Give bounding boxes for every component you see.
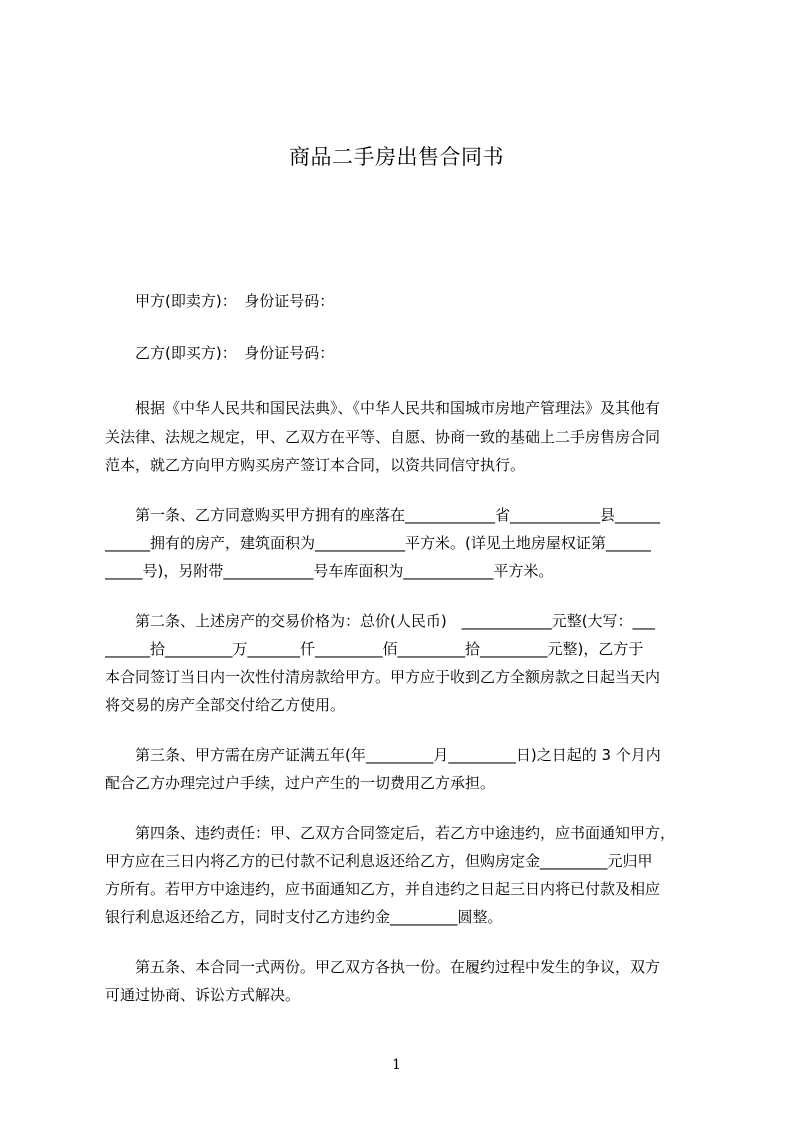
- article-5-line-1: 第五条、本合同一式两份。甲乙双方各执一份。在履约过程中发生的争议，双方: [105, 958, 661, 976]
- preamble-line-2: 关法律、法规之规定，甲、乙双方在平等、自愿、协商一致的基础上二手房售房合同: [105, 428, 661, 446]
- article-2-line-2: ______拾_________万_______仟_________佰_________拾_________元整)，乙方于: [105, 640, 644, 658]
- article-3-line-1: 第三条、甲方需在房产证满五年(年_________月_________日)之日起的 3 个月内: [105, 746, 661, 764]
- article-1-line-1: 第一条、乙方同意购买甲方拥有的座落在____________省____________县______: [105, 506, 661, 524]
- article-1-line-2: ______拥有的房产，建筑面积为____________平方米。(详见土地房屋权证第______: [105, 534, 651, 552]
- preamble-line-1: 根据《中华人民共和国民法典》、《中华人民共和国城市房地产管理法》及其他有: [105, 399, 661, 417]
- article-1-line-3: _____号)，另附带____________号车库面积为____________平方米。: [105, 562, 554, 580]
- article-4-line-1: 第四条、违约责任：甲、乙双方合同签定后，若乙方中途违约，应书面通知甲方，: [105, 824, 676, 842]
- party-a-line: 甲方(即卖方)： 身份证号码：: [105, 292, 335, 310]
- article-2-line-1: 第二条、上述房产的交易价格为：总价(人民币) ____________元整(大写：___: [105, 612, 656, 630]
- article-4-line-4: 银行利息返还给乙方，同时支付乙方违约金_________圆整。: [105, 908, 503, 926]
- preamble-line-3: 范本，就乙方向甲方购买房产签订本合同，以资共同信守执行。: [105, 456, 526, 474]
- page-number: 1: [392, 1057, 401, 1073]
- article-4-line-2: 甲方应在三日内将乙方的已付款不记利息返还给乙方，但购房定金_________元归甲: [105, 852, 653, 870]
- article-3-line-2: 配合乙方办理完过户手续，过户产生的一切费用乙方承担。: [105, 774, 496, 792]
- party-b-line: 乙方(即买方)： 身份证号码：: [105, 344, 335, 362]
- document-title: 商品二手房出售合同书: [289, 145, 504, 169]
- article-2-line-3: 本合同签订当日内一次性付清房款给甲方。甲方应于收到乙方全额房款之日起当天内: [105, 668, 661, 686]
- article-5-line-2: 可通过协商、诉讼方式解决。: [105, 986, 301, 1004]
- article-2-line-4: 将交易的房产全部交付给乙方使用。: [105, 696, 346, 714]
- article-4-line-3: 方所有。若甲方中途违约，应书面通知乙方，并自违约之日起三日内将已付款及相应: [105, 880, 661, 898]
